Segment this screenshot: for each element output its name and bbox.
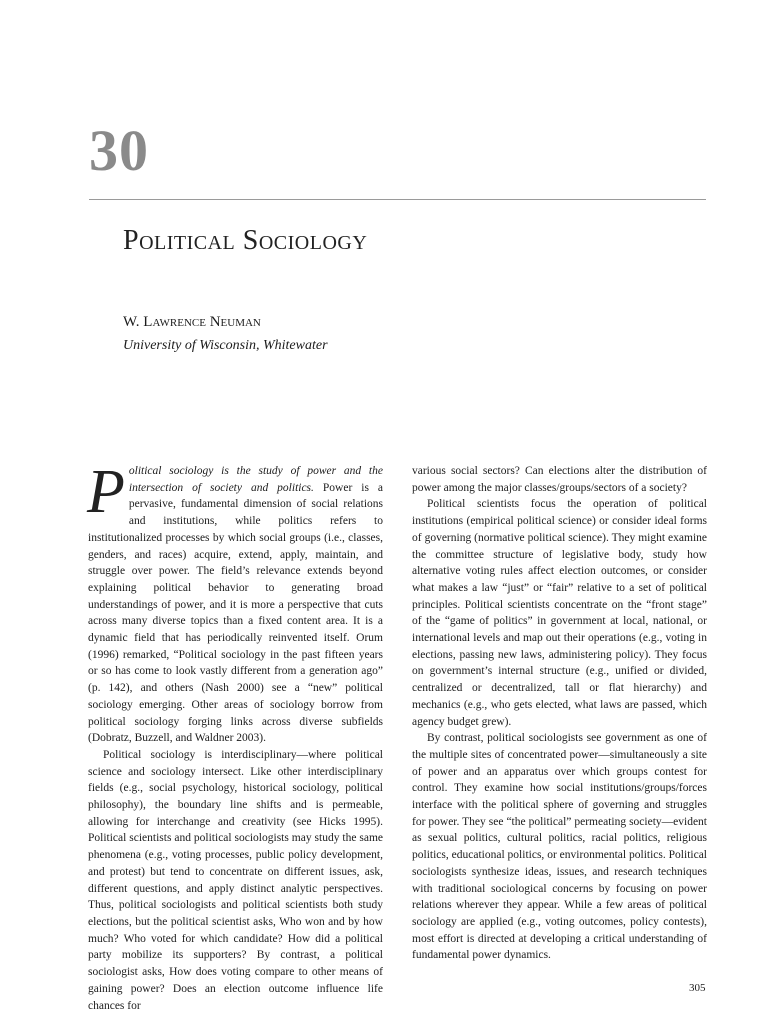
opening-italic-text: olitical sociology is the study of power and the intersection of society and politics. — [128, 465, 383, 494]
right-column — [412, 463, 707, 964]
page-number: 305 — [689, 982, 706, 994]
paragraph-continuation: various social sectors? Can elections alter the distribution of power among the major classes/groups/sectors of a society? — [412, 465, 707, 494]
author-affiliation: University of Wisconsin, Whitewater — [123, 338, 328, 353]
opening-paragraph-text: Power is a pervasive, fundamental dimension of social relations and institutions, while politics refers to institutionalized processes by which social groups (i.e., classes, genders, and races) acquire, extend, apply, maintain, and struggle over power. The field’s relevance extends beyond explaining political behavior to generating broad understandings of power, and it is more a perspective that cuts across many diverse topics than a fixed content area. It is a dynamic field that has periodically reinvented itself. Orum (1996) remarked, “Political sociology in the past fifteen years or so has come to look vastly different from a generation ago” (p. 142), and others (Nash 2000) see a “new” political sociology emerging. Other areas of sociology borrow from political sociology forging links across diverse subfields (Dobratz, Buzzell, and Waldner 2003). — [88, 481, 384, 745]
paragraph-political-sociologists: By contrast, political sociologists see government as one of the multiple sites of concentrated power—simultaneously a site of power and an apparatus over which groups contest for control. They examine how social institutions/groups/forces interface with the political sphere of governing and struggles for power. They see “the political” permeating society—evident as sexual politics, cultural politics, racial politics, religious politics, educational politics, or environmental politics. Political sociologists synthesize ideas, issues, and research techniques with traditional sociological concerns by focusing on power relations wherever they appear. While a few areas of political sociology are applied (e.g., voting outcomes, policy contests), most effort is directed at developing a critical understanding of fundamental power dynamics. — [412, 732, 707, 962]
paragraph-interdisciplinary: Political sociology is interdisciplinary—where political science and sociology intersect. Like other interdisciplinary fields (e.g., social psychology, historical sociology, political philosophy), the boundary line shifts and is permeable, allowing for interchange and creativity (see Hicks 1995). Political scientists and political sociologists may study the same phenomena (e.g., voting processes, public policy development, and protest) but tend to concentrate on different issues, ask, different questions, and apply distinct analytic perspectives. Thus, political sociologists and political scientists both study elections, but the political scientist asks, Who won and by how much? Who voted for which candidate? How did a political party mobilize its supporters? By contrast, a political sociologist asks, How does voting compare to other means of gaining power? Does an election outcome influence life chances for — [88, 748, 383, 1012]
header-rule — [89, 199, 706, 200]
drop-cap: P — [87, 458, 125, 526]
paragraph-political-scientists: Political scientists focus the operation of political institutions (empirical political science) or consider ideal forms of governing (normative political science). They might examine the committee structure of legislative body, study how alternative voting rules affect election outcomes, or consider what makes a law “just” or “fair” relative to a set of political principles. Political scientists concentrate on the “front stage” of the “game of politics” in government at local, national, or international levels and map out their operations (e.g., voting in elections, passing new laws, administering policy). They focus on government’s internal structure (e.g., unified or divided, centralized or decentralized, tall or flat hierarchy) and mechanics (e.g., who gets elected, what laws are passed, which agency budget grew). — [412, 498, 707, 728]
chapter-number: 30 — [89, 118, 149, 183]
opening-paragraph — [87, 458, 384, 747]
author-name: W. Lawrence Neuman — [123, 314, 261, 330]
chapter-title: Political Sociology — [123, 225, 368, 256]
left-column — [87, 458, 384, 1014]
